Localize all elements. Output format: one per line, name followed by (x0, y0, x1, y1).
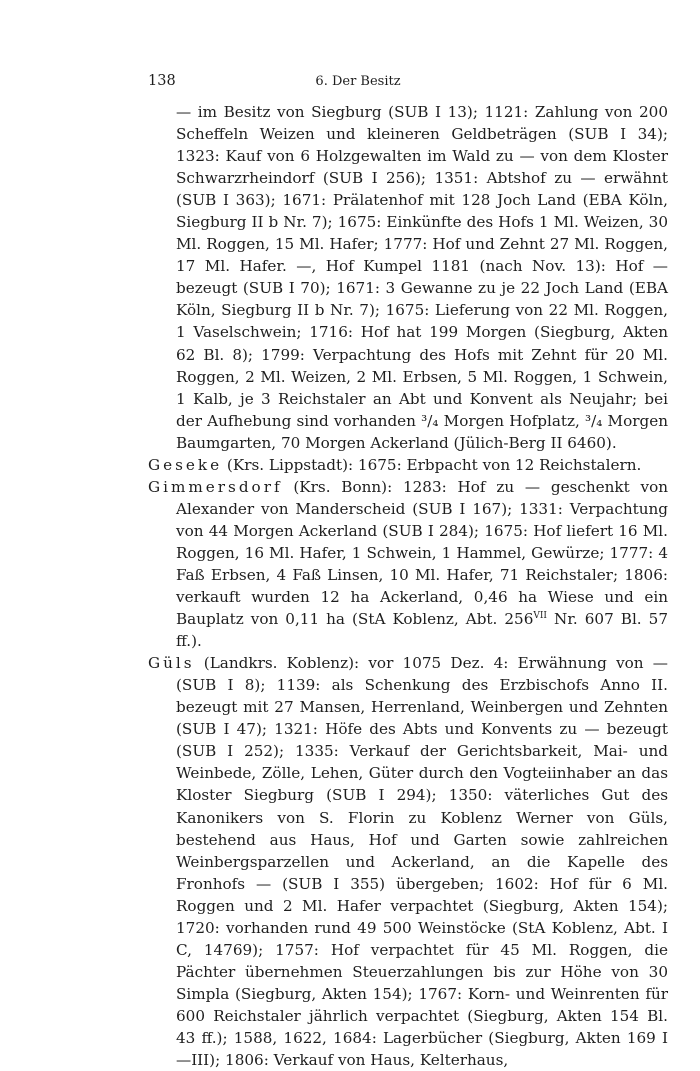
entry-head-gimmersdorf: Gimmersdorf (148, 477, 283, 496)
entry-head-guels: Güls (148, 654, 195, 673)
entry-geseke (148, 454, 668, 476)
entry-text-gimmersdorf: (Krs. Bonn): 1283: Hof zu — geschenkt von Alexander von Manderscheid (SUB I 167); 1331: Verpachtung von 44 Morgen Ackerland (SUB I 284); 1675: Hof liefert 16 Ml. Roggen, 16 Ml. Hafer, 1 Schwein, 1 Hammel, Gewürze; 1777: 4 Faß Erbsen, 4 Faß Linsen, 10 Ml. Hafer, 71 Reichstaler; 1806: verkauft wurden 12 ha Ackerland, 0,46 ha Wiese und ein Bauplatz von 0,11 ha (StA Koblenz, Abt. 256 (176, 477, 668, 629)
entry-head-geseke: Geseke (148, 455, 223, 474)
entry-siegburg-continuation: — im Besitz von Siegburg (SUB I 13); 1121: Zahlung von 200 Scheffeln Weizen und kleineren Geldbeträgen (SUB I 34); 1323: Kauf von 6 Holzgewalten im Wald zu — von dem Kloster Schwarzrheindorf (SUB I 256); 1351: Abtshof zu — erwähnt (SUB I 363); 1671: Prälatenhof mit 128 Joch Land (EBA Köln, Siegburg II b Nr. 7); 1675: Einkünfte des Hofs 1 Ml. Weizen, 30 Ml. Roggen, 15 Ml. Hafer; 1777: Hof und Zehnt 27 Ml. Roggen, 17 Ml. Hafer. —, Hof Kumpel 1181 (nach Nov. 13): Hof — bezeugt (SUB I 70); 1671: 3 Gewanne zu je 22 Joch Land (EBA Köln, Siegburg II b Nr. 7); 1675: Lieferung von 22 Ml. Roggen, 1 Vaselschwein; 1716: Hof hat 199 Morgen (Siegburg, Akten 62 Bl. 8); 1799: Verpachtung des Hofs mit Zehnt für 20 Ml. Roggen, 2 Ml. Weizen, 2 Ml. Erbsen, 5 Ml. Roggen, 1 Schwein, 1 Kalb, je 3 Reichstaler an Abt und Konvent als Neujahr; bei der Aufhebung sind vorhanden ³/₄ Morgen Hofplatz, ³/₄ Morgen Baumgarten, 70 Morgen Ackerland (Jülich-Berg II 6460). (176, 103, 668, 452)
entry-guels (148, 652, 668, 1071)
page-number: 138 (148, 73, 176, 89)
entry-text-guels: (Landkrs. Koblenz): vor 1075 Dez. 4: Erwähnung von — (SUB I 8); 1139: als Schenkung des Erzbischofs Anno II. bezeugt mit 27 Mansen, Herrenland, Weinbergen und Zehnten (SUB I 47); 1321: Höfe des Abts und Konvents zu — bezeugt (SUB I 252); 1335: Verkauf der Gerichtsbarkeit, Mai- und Weinbede, Zölle, Lehen, Güter durch den Vogteiinhaber an das Kloster Siegburg (SUB I 294); 1350: väterliches Gut des Kanonikers von S. Florin zu Koblenz Werner von Güls, bestehend aus Haus, Hof und Garten sowie zahlreichen Weinbergsparzellen und Ackerland, an die Kapelle des Fronhofs — (SUB I 355) übergeben; 1602: Hof für 6 Ml. Roggen und 2 Ml. Hafer verpachtet (Siegburg, Akten 154); 1720: vorhanden rund 49 500 Weinstöcke (StA Koblenz, Abt. I C, 14769); 1757: Hof verpachtet für 45 Ml. Roggen, die Pächter übernehmen Steuerzahlungen bis zur Höhe von 30 Simpla (Siegburg, Akten 154); 1767: Korn- und Weinrenten für 600 Reichstaler jährlich verpachtet (Siegburg, Akten 154 Bl. 43 ff.); 1588, 1622, 1684: Lagerbücher (Siegburg, Akten 169 I—III); 1806: Verkauf von Haus, Kelterhaus, (176, 654, 668, 1070)
entry-gimmersdorf (148, 476, 668, 652)
entry-text-geseke: (Krs. Lippstadt): 1675: Erbpacht von 12 Reichstalern. (222, 455, 642, 474)
page-body (148, 101, 668, 1071)
superscript-vii: VII (533, 611, 547, 622)
entry-text-gimmersdorf-end: Nr. 607 Bl. 57 ff.). (176, 610, 668, 651)
running-head: 6. Der Besitz (315, 74, 401, 89)
page-header (148, 73, 568, 95)
